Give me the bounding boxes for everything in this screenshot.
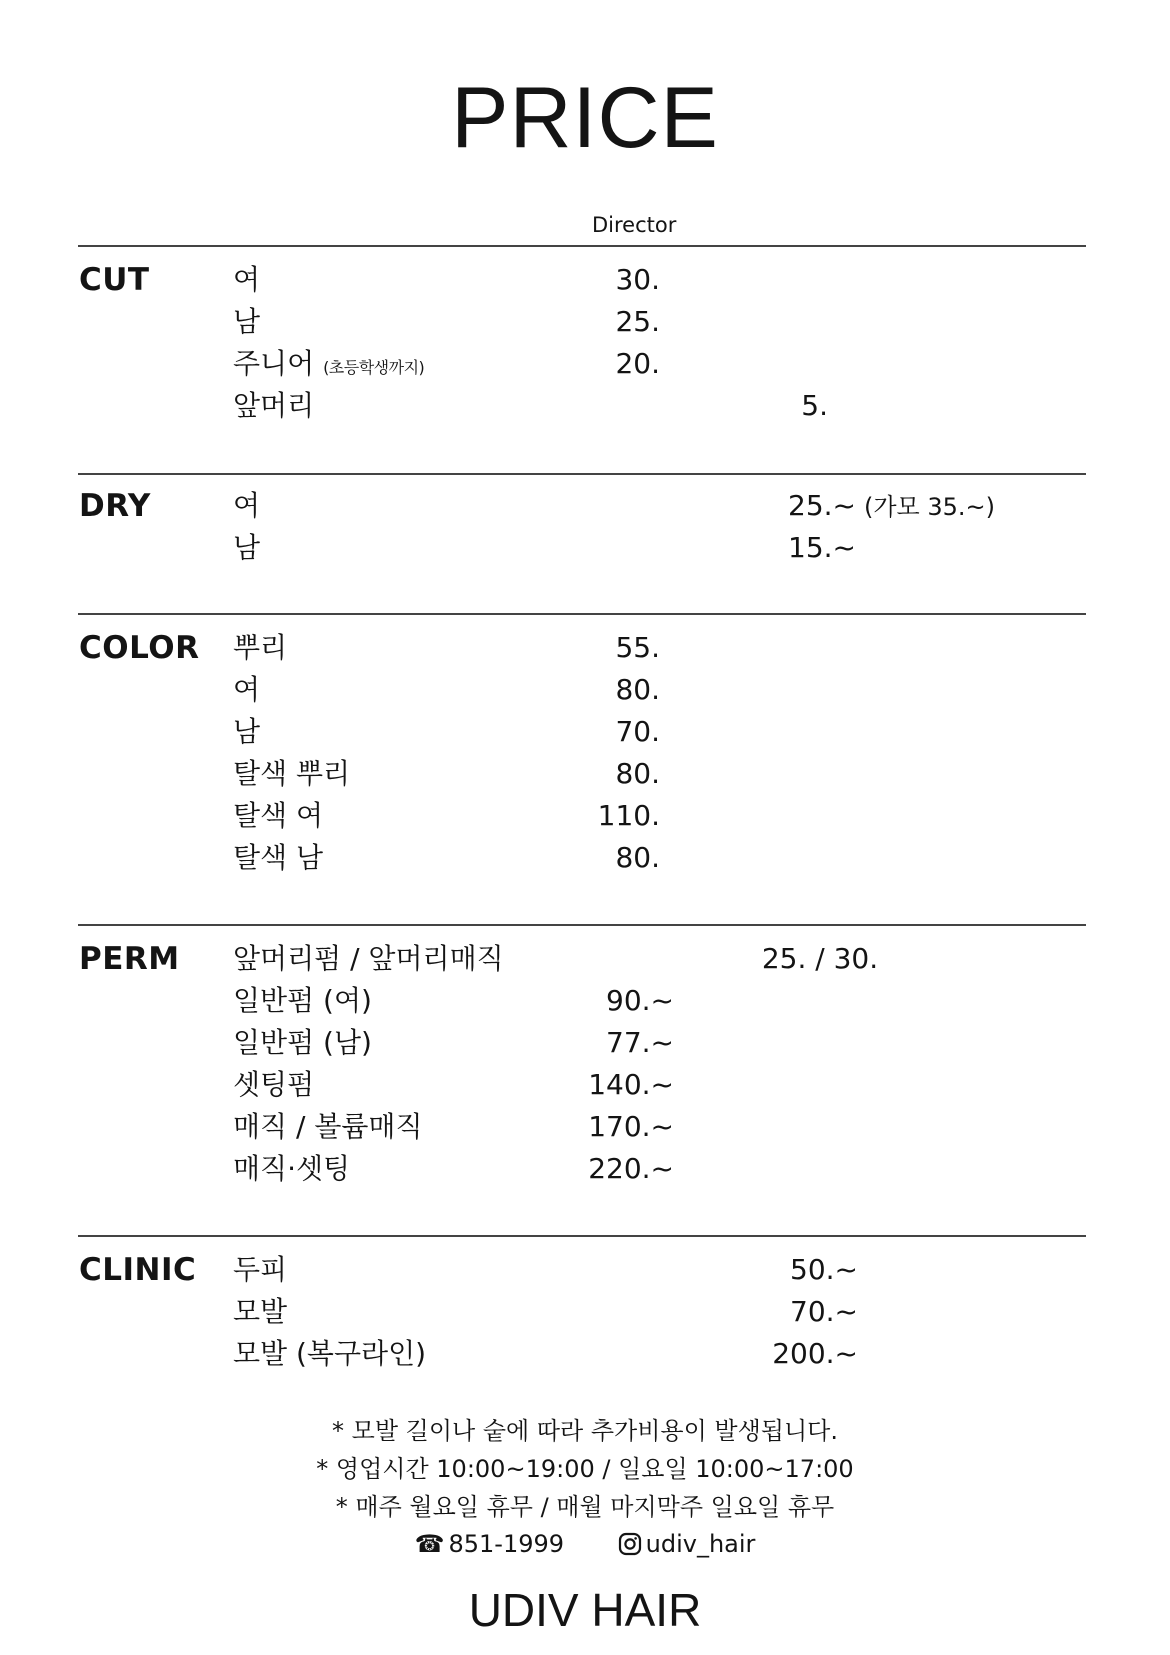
service-price: 5.: [801, 389, 828, 422]
note-line: * 영업시간 10:00~19:00 / 일요일 10:00~17:00: [316, 1455, 854, 1483]
phone-number[interactable]: 851-1999: [448, 1530, 565, 1558]
service-price: 110.: [597, 799, 660, 832]
price-row: [0, 259, 1170, 301]
price-row: [0, 1148, 1170, 1190]
divider-header: [78, 245, 1086, 247]
service-name: [233, 343, 424, 389]
service-name: 탈색 남: [233, 841, 324, 874]
service-price-group: [788, 485, 995, 528]
service-price: 170.~: [588, 1110, 674, 1143]
price-row: [0, 1333, 1170, 1375]
service-price: 77.~: [606, 1026, 674, 1059]
service-name: 남: [233, 531, 261, 564]
service-name: 매직·셋팅: [233, 1152, 351, 1185]
service-price: 200.~: [772, 1337, 858, 1370]
service-price: 70.~: [790, 1295, 858, 1328]
service-name: 탈색 뿌리: [233, 757, 351, 790]
service-note: (초등학생까지): [323, 358, 425, 377]
instagram-icon: [618, 1530, 642, 1566]
price-row: [0, 1106, 1170, 1148]
service-name: 남: [233, 715, 261, 748]
service-price: 70.: [615, 715, 660, 748]
brand-name: UDIV HAIR: [468, 1584, 702, 1636]
service-name: 뿌리: [233, 631, 288, 664]
divider-perm-clinic: [78, 1235, 1086, 1237]
service-price: 80.: [615, 841, 660, 874]
price-row: [0, 1249, 1170, 1291]
price-row: [0, 938, 1170, 980]
price-row: [0, 627, 1170, 669]
service-price: 20.: [615, 347, 660, 380]
price-row: [0, 669, 1170, 711]
service-price: 55.: [615, 631, 660, 664]
service-name: 모발: [233, 1295, 288, 1328]
footer-notes: [0, 1412, 1170, 1526]
phone-icon: ☎: [414, 1530, 445, 1558]
section-title-color: COLOR: [79, 630, 200, 666]
divider-cut-dry: [78, 473, 1086, 475]
divider-dry-color: [78, 613, 1086, 615]
price-row: [0, 1022, 1170, 1064]
section-title-perm: PERM: [79, 941, 180, 977]
section-title-clinic: CLINIC: [79, 1252, 197, 1288]
price-row: [0, 795, 1170, 837]
service-name: 모발 (복구라인): [233, 1337, 427, 1370]
price-row: [0, 527, 1170, 569]
service-name: 일반펌 (남): [233, 1026, 372, 1059]
page-title: PRICE: [451, 70, 719, 166]
divider-color-perm: [78, 924, 1086, 926]
service-price: 140.~: [588, 1068, 674, 1101]
price-row: [0, 1291, 1170, 1333]
service-price: 25.: [615, 305, 660, 338]
service-name: 남: [233, 305, 261, 338]
service-name: 여: [233, 673, 261, 706]
section-title-cut: CUT: [79, 262, 150, 298]
service-name: 앞머리펌 / 앞머리매직: [233, 942, 504, 975]
service-price: 80.: [615, 757, 660, 790]
price-row: [0, 711, 1170, 753]
service-price: 220.~: [588, 1152, 674, 1185]
note-line: * 모발 길이나 숱에 따라 추가비용이 발생됩니다.: [332, 1417, 838, 1445]
service-name: 여: [233, 489, 261, 522]
service-price: 25.~: [788, 489, 856, 522]
price-row: [0, 485, 1170, 527]
service-name: 여: [233, 263, 261, 296]
column-header-director: Director: [592, 213, 677, 237]
service-name: 매직 / 볼륨매직: [233, 1110, 423, 1143]
price-row: [0, 753, 1170, 795]
service-price: 50.~: [790, 1253, 858, 1286]
note-line: * 매주 월요일 휴무 / 매월 마지막주 일요일 휴무: [335, 1493, 835, 1521]
service-price: 15.~: [788, 531, 856, 564]
price-row: [0, 837, 1170, 879]
section-title-dry: DRY: [79, 488, 151, 524]
price-row: [0, 1064, 1170, 1106]
service-note: (가모 35.~): [864, 493, 996, 521]
instagram-handle[interactable]: udiv_hair: [645, 1530, 756, 1558]
price-row: [0, 301, 1170, 343]
service-price: 90.~: [606, 984, 674, 1017]
service-name: 탈색 여: [233, 799, 324, 832]
service-price: 30.: [615, 263, 660, 296]
service-name: 셋팅펌: [233, 1068, 315, 1101]
service-name-text: 주니어: [233, 347, 315, 380]
service-name: 두피: [233, 1253, 288, 1286]
price-row: [0, 980, 1170, 1022]
service-price: 25. / 30.: [761, 942, 879, 975]
service-name: 일반펌 (여): [233, 984, 372, 1017]
price-row: [0, 385, 1170, 427]
service-name: 앞머리: [233, 389, 315, 422]
contact-info: [0, 1526, 1170, 1566]
price-row: [0, 343, 1170, 385]
service-price: 80.: [615, 673, 660, 706]
